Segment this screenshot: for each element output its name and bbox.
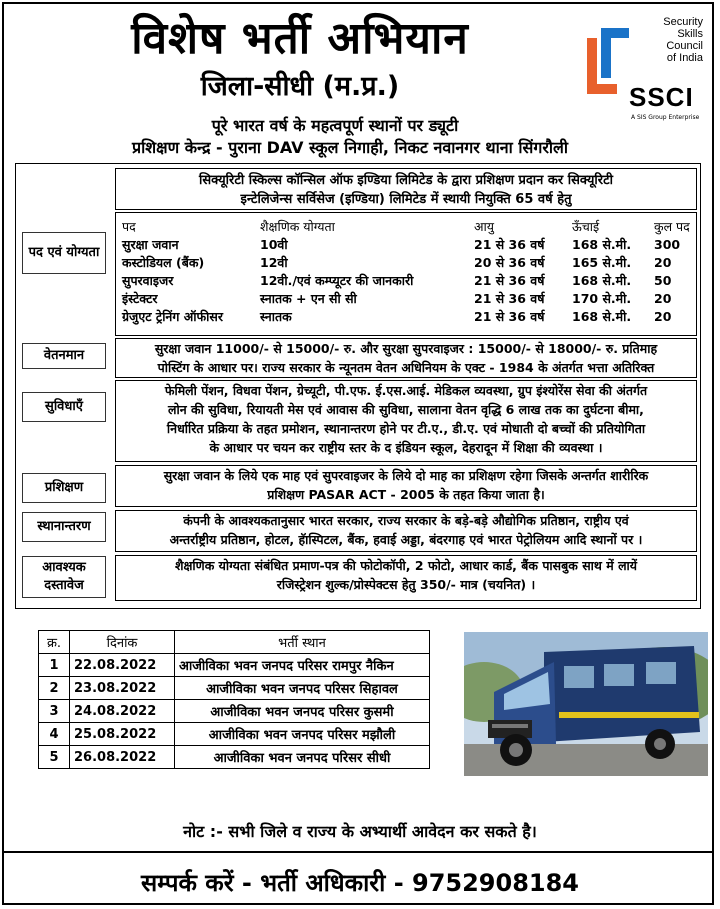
schedule-row: 4 25.08.2022 आजीविका भवन जनपद परिसर मझौली [39, 723, 430, 746]
training-box: सुरक्षा जवान के लिये एक माह एवं सुपरवाइजर के लिये दो माह का प्रशिक्षण रहेगा जिसके अन्तर्गत शारीरिक प्रशिक्षण PASAR ACT - 2005 के तहत किया जाता है। [115, 465, 697, 507]
subheading-training-center: प्रशिक्षण केन्द्र - पुराना DAV स्कूल निगाही, निकट नवानगर थाना सिंगरौली [131, 138, 569, 157]
cash-van-image [464, 632, 708, 776]
label-salary: वेतनमान [22, 343, 106, 369]
label-documents: आवश्यक दस्तावेज [22, 556, 106, 598]
schedule-row: 1 22.08.2022 आजीविका भवन जनपद परिसर रामपुर नैकिन [39, 654, 430, 677]
posts-row: कस्टोडियल (बैंक) 12वी 20 से 36 वर्ष 165 से.मी. 20 [122, 254, 672, 270]
page-title: विशेष भर्ती अभियान [131, 13, 469, 64]
intro-box: सिक्यूरिटी स्किल्स कॉन्सिल ऑफ इण्डिया लिमिटेड के द्वारा प्रशिक्षण प्रदान कर सिक्यूरिटी इन्टेलिजेन्स सर्विसेज (इण्डिया) लिमिटेड में स्थायी नियुक्ति 65 वर्ष हेतु [115, 168, 697, 210]
facilities-box: फेमिली पेंशन, विधवा पेंशन, ग्रेच्यूटी, पी.एफ. ई.एस.आई. मेडिकल व्यवस्था, ग्रुप इंश्योरेंस सेवा की अंतर्गत लोन की सुविधा, रियायती मेस एवं आवास की सुविधा, सालाना वेतन वृद्धि 6 लाख तक का दुर्घटना बीमा, निर्धारित प्रक्रिया के तहत प्रमोशन, स्थानान्तरण होने पर टी.ए., डी.ए. एवं मोधाती दो बच्चों की प्रतियोगिता के आधार पर चयन कर राष्ट्रीय स्तर के द इंडियन स्कूल, देहरादून में शिक्षा की व्यवस्था । [115, 380, 697, 462]
logo-tagline: A SIS Group Enterprise [631, 114, 700, 121]
subheading-duty: पूरे भारत वर्ष के महत्वपूर्ण स्थानों पर ड्यूटी [211, 116, 459, 135]
schedule-row: 3 24.08.2022 आजीविका भवन जनपद परिसर कुसमी [39, 700, 430, 723]
posts-row: ग्रेजुएट ट्रेनिंग ऑफीसर स्नातक 21 से 36 वर्ष 168 से.मी. 20 [122, 308, 672, 324]
salary-box: सुरक्षा जवान 11000/- से 15000/- रु. और सुरक्षा सुपरवाइजर : 15000/- से 18000/- रु. प्रतिमाह पोस्टिंग के आधार पर। राज्य सरकार के न्यूनतम वेतन अधिनियम के एक्ट - 1984 के अंतर्गत भत्ता अतिरिक्त [115, 338, 697, 378]
label-facilities: सुविधाएँ [22, 392, 106, 422]
cash-van-illustration [464, 632, 708, 776]
posts-box [115, 212, 697, 336]
schedule-row: 5 26.08.2022 आजीविका भवन जनपद परिसर सीधी [39, 746, 430, 769]
label-training: प्रशिक्षण [22, 473, 106, 503]
ssci-logo-icon [585, 26, 631, 96]
schedule-header-row: क्र. दिनांक भर्ती स्थान [39, 631, 430, 654]
divider [4, 851, 712, 853]
schedule-table [38, 630, 430, 769]
label-posts: पद एवं योग्यता [22, 232, 106, 274]
contact-line: सम्पर्क करें - भर्ती अधिकारी - 9752908184 [141, 869, 579, 897]
district-heading: जिला-सीधी (म.प्र.) [200, 71, 400, 102]
logo-text: Security Skills Council of India [663, 16, 703, 64]
transfer-box: कंपनी के आवश्यकतानुसार भारत सरकार, राज्य सरकार के बड़े-बड़े औद्योगिक प्रतिष्ठान, राष्ट्रीय एवं अन्तर्राष्ट्रीय प्रतिष्ठान, होटल, हॅास्पिटल, बैंक, हवाई अड्डा, बंदरगाह एवं भारत पेट्रोलियम आदि स्थानों पर । [115, 510, 697, 552]
posts-row: सुरक्षा जवान 10वी 21 से 36 वर्ष 168 से.मी. 300 [122, 236, 681, 252]
label-transfer: स्थानान्तरण [22, 512, 106, 542]
documents-box: शैक्षणिक योग्यता संबंधित प्रमाण-पत्र की फोटोकॉपी, 2 फोटो, आधार कार्ड, बैंक पासबुक साथ में लायें रजिस्ट्रेशन शुल्क/प्रोस्पेक्टस हेतु 350/- मात्र (चयनित) । [115, 555, 697, 601]
posts-row: सुपरवाइजर 12वी./एवं कम्प्यूटर की जानकारी 21 से 36 वर्ष 168 से.मी. 50 [122, 272, 672, 288]
logo-abbr: SSCI [629, 82, 694, 112]
posts-table [122, 217, 694, 325]
posts-row: इंस्टेक्टर स्नातक + एन सी सी 21 से 36 वर्ष 170 से.मी. 20 [122, 290, 672, 306]
ssci-logo [585, 16, 707, 124]
note-text: नोट :- सभी जिले व राज्य के अभ्यार्थी आवेदन कर सकते है। [183, 822, 537, 841]
posts-header-row: पद शैक्षणिक योग्यता आयु ऊँचाई कुल पद [122, 218, 690, 234]
schedule-row: 2 23.08.2022 आजीविका भवन जनपद परिसर सिहावल [39, 677, 430, 700]
